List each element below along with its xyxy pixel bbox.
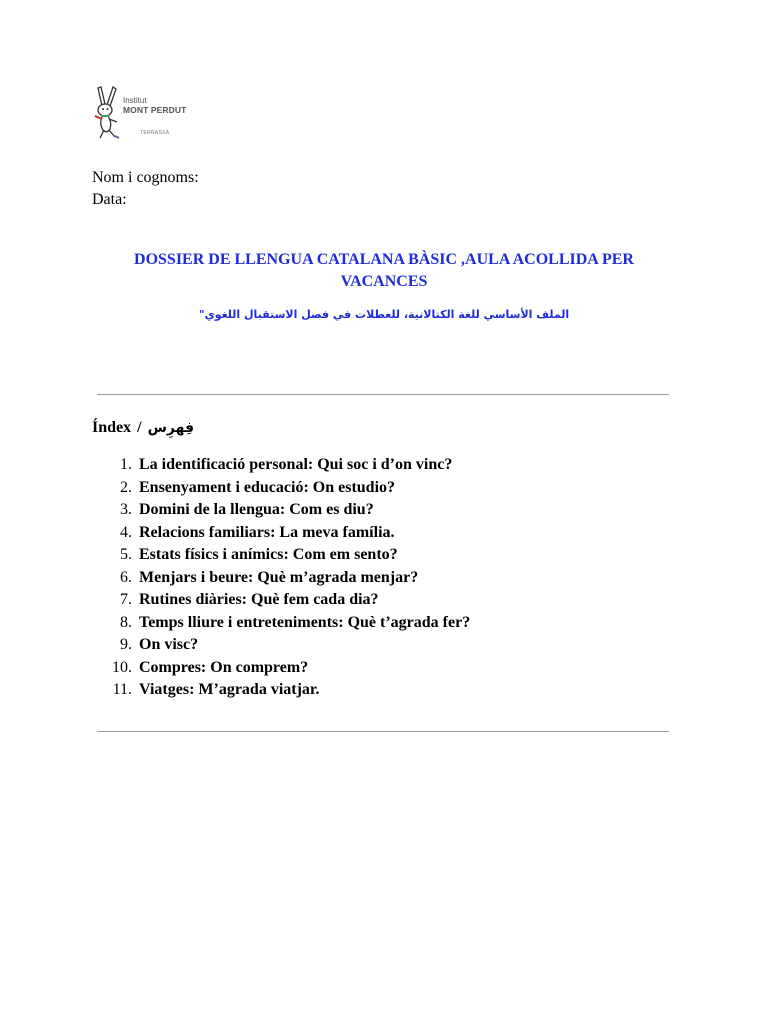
- toc-item-number: 1.: [120, 456, 132, 473]
- logo-line1: Institut: [123, 96, 147, 105]
- toc-item: [92, 499, 652, 522]
- toc-item-label: La identificació personal: Qui soc i d’on vinc?: [139, 456, 453, 473]
- toc-item-number: 7.: [120, 591, 132, 608]
- toc-item-label: On visc?: [139, 636, 199, 653]
- toc-item-number: 6.: [120, 568, 132, 586]
- toc-item-label: Temps lliure i entreteniments: Què t’agrada fer?: [139, 613, 471, 631]
- index-label-arabic: فِهرِس: [147, 420, 195, 436]
- toc-item-label: Menjars i beure: Què m’agrada menjar?: [139, 568, 419, 586]
- toc-item: [92, 612, 652, 635]
- index-label: Índex: [92, 419, 132, 436]
- date-field-label: Data:: [92, 191, 127, 208]
- toc-item: [92, 544, 652, 567]
- toc-item-label: Ensenyament i educació: On estudio?: [139, 478, 396, 496]
- toc-item-label: Estats físics i anímics: Com em sento?: [139, 546, 398, 563]
- divider-top: [97, 394, 669, 395]
- toc-item: [92, 522, 652, 545]
- toc-item-number: 11.: [112, 681, 132, 698]
- document-subtitle-arabic: الملف الأساسي للغة الكتالانية، للعطلات في فصل الاستقبال اللغوي": [198, 308, 570, 321]
- divider-bottom: [97, 731, 669, 732]
- rabbit-mascot-icon: [92, 84, 122, 140]
- logo-text: [123, 97, 186, 115]
- toc-item: [92, 634, 652, 657]
- logo-line2: MONT PERDUT: [123, 105, 187, 115]
- toc-item: [92, 567, 652, 590]
- toc-item-number: 4.: [120, 523, 132, 541]
- name-field-label: Nom i cognoms:: [92, 169, 199, 186]
- toc-item-number: 2.: [120, 478, 132, 496]
- toc-item: [92, 477, 652, 500]
- toc-item: [92, 679, 652, 702]
- toc-item-label: Compres: On comprem?: [139, 658, 309, 676]
- school-logo: [92, 84, 207, 140]
- toc-item: [92, 589, 652, 612]
- index-heading: [92, 417, 194, 439]
- table-of-contents: [92, 454, 652, 702]
- toc-item-label: Rutines diàries: Què fem cada dia?: [139, 591, 379, 608]
- toc-item: [92, 454, 652, 477]
- toc-item-label: Relacions familiars: La meva família.: [139, 523, 395, 541]
- toc-item-number: 8.: [120, 613, 132, 631]
- toc-item-number: 3.: [120, 501, 132, 518]
- toc-item-label: Domini de la llengua: Com es diu?: [139, 501, 374, 518]
- index-separator: /: [137, 419, 142, 436]
- toc-item-number: 5.: [120, 546, 132, 563]
- toc-item: [92, 657, 652, 680]
- document-title: DOSSIER DE LLENGUA CATALANA BÀSIC ,AULA ACOLLIDA PER VACANCES: [134, 251, 634, 290]
- toc-item-number: 10.: [112, 658, 132, 676]
- toc-item-number: 9.: [120, 636, 132, 653]
- toc-item-label: Viatges: M’agrada viatjar.: [139, 681, 320, 698]
- logo-line3: TERRASSA: [140, 130, 170, 136]
